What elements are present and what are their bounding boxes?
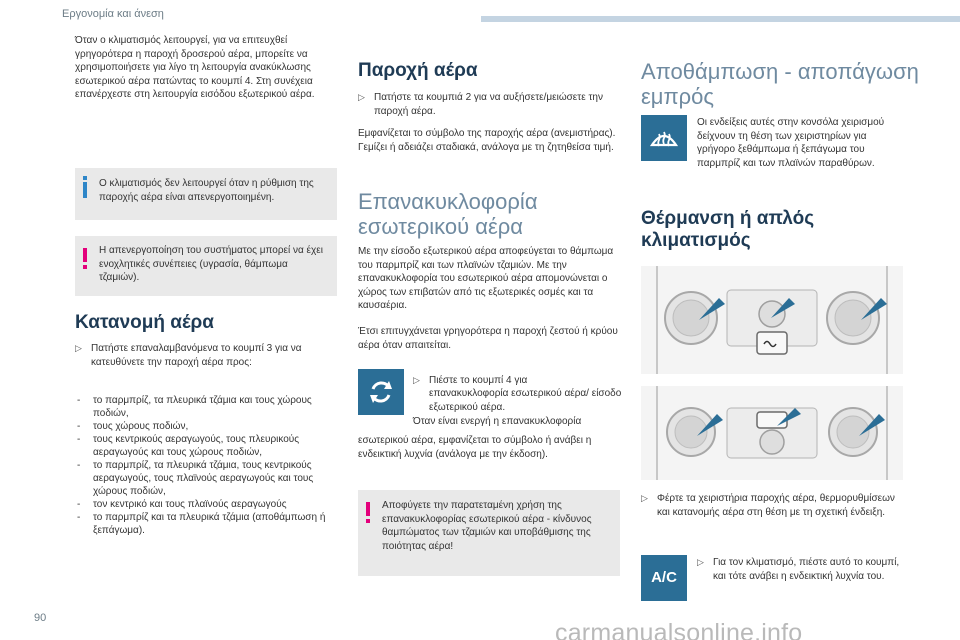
warning-icon [83, 248, 87, 262]
control-panel-image-1 [641, 266, 903, 374]
warning-note [75, 236, 337, 296]
header-bar [481, 16, 960, 22]
bullet-arrow-icon: ▷ [697, 557, 704, 567]
heating-instruction: ▷ Φέρτε τα χειριστήρια παροχής αέρα, θερμορυθμίσεων και κατανομής αέρα στη θέση με τη σχετική ένδειξη. [641, 493, 895, 518]
recirculation-instruction-cont: επανακυκλοφορία εσωτερικού αέρα/ είσοδο εξωτερικού αέρα. [429, 388, 622, 413]
defrost-heading-line1: Αποθάμπωση - αποπάγωση [641, 59, 919, 84]
heating-heading-line2: κλιματισμός [641, 230, 751, 251]
section-header: Εργονομία και άνεση [62, 8, 164, 20]
recirculation-instruction: ▷ Πιέστε το κουμπί 4 για [413, 375, 528, 386]
air-flow-paragraph: Εμφανίζεται το σύμβολο της παροχής αέρα (ανεμιστήρας). Γεμίζει ή αδειάζει σταδιακά, ανάλογα με τη ζητηθείσα τιμή. [358, 128, 616, 153]
air-distribution-instruction: ▷ Πατήστε επαναλαμβανόμενα το κουμπί 3 για να κατευθύνετε την παροχή αέρα προς: [75, 343, 302, 368]
bullet-arrow-icon: ▷ [641, 493, 648, 503]
air-flow-instruction: ▷ Πατήστε τα κουμπιά 2 για να αυξήσετε/μειώσετε την παροχή αέρα. [358, 92, 603, 117]
air-distribution-heading: Κατανομή αέρα [75, 312, 214, 333]
intro-paragraph: Όταν ο κλιματισμός λειτουργεί, για να επιτευχθεί γρηγορότερα η παροχή δροσερού αέρα, μπορείτε να χρησιμοποιήσετε για λίγο τη λειτουργία ανακύκλωσης εσωτερικού αέρα πατώντας το κουμπί 4. Στη συνέχεια επανέρχεστε στη λειτουργία εισόδου εξωτερικού αέρα. [75, 35, 315, 100]
air-flow-heading: Παροχή αέρα [358, 60, 478, 81]
list-item: - το παρμπρίζ, τα πλευρικά τζάμια, τους κεντρικούς αεραγωγούς, τους πλαϊνούς αεραγωγούς και τους χώρους ποδιών, [75, 459, 337, 498]
recirculation-heading-line2: εσωτερικού αέρα [358, 214, 524, 239]
defrost-paragraph: Οι ενδείξεις αυτές στην κονσόλα χειρισμού δείχνουν τη θέση των χειριστηρίων για γρήγορο ξεθάμπωμα ή ξεπάγωμα του παρμπρίζ και των πλαϊνών παραθύρων. [697, 117, 885, 169]
recirculation-button-icon [358, 369, 404, 415]
info-icon [83, 182, 87, 198]
warning-icon [366, 502, 370, 516]
list-item: - τους χώρους ποδιών, [75, 420, 337, 433]
list-item: - το παρμπρίζ και τα πλευρικά τζάμια (αποθάμπωση ή ξεπάγωμα). [75, 511, 337, 537]
bullet-arrow-icon: ▷ [75, 343, 82, 353]
front-defrost-icon [641, 115, 687, 161]
list-item: - τους κεντρικούς αεραγωγούς, τους πλευρικούς αεραγωγούς και τους χώρους ποδιών, [75, 433, 337, 459]
warning-note-text: Η απενεργοποίηση του συστήματος μπορεί να έχει ενοχλητικές συνέπειες (υγρασία, θάμπωμα τζαμιών). [99, 245, 323, 283]
recirculation-instruction-tail: Όταν είναι ενεργή η επανακυκλοφορία [413, 416, 582, 427]
defrost-heading-line2: εμπρός [641, 84, 715, 109]
control-panel-image-2 [641, 386, 903, 480]
info-note [75, 168, 337, 220]
watermark: carmanualsonline.info [555, 619, 803, 640]
heating-heading-line1: Θέρμανση ή απλός [641, 208, 815, 229]
recirculation-paragraph-3: εσωτερικού αέρα, εμφανίζεται το σύμβολο ή ανάβει η ενδεικτική λυχνία (ανάλογα με την έκδοση). [358, 435, 592, 460]
list-item: - τον κεντρικό και τους πλαϊνούς αεραγωγούς [75, 498, 337, 511]
air-distribution-list [75, 394, 337, 537]
ac-label: A/C [651, 568, 677, 586]
recirculation-paragraph: Με την είσοδο εξωτερικού αέρα αποφεύγεται το θάμπωμα του παρμπρίζ και των πλαϊνών τζαμιών. Με την επανακυκλοφορία του εσωτερικού αέρα απομονώνεται ο χώρος των επιβατών από τις εξωτερικές οσμές και τα καυσαέρια. [358, 246, 614, 311]
recirculation-heading-line1: Επανακυκλοφορία [358, 189, 538, 214]
recirculation-paragraph-2: Έτσι επιτυγχάνεται γρηγορότερα η παροχή ζεστού ή κρύου αέρα όταν απαιτείται. [358, 326, 618, 351]
info-note-text: Ο κλιματισμός δεν λειτουργεί όταν η ρύθμιση της παροχής αέρα είναι απενεργοποιημένη. [99, 178, 314, 203]
list-item: - το παρμπρίζ, τα πλευρικά τζάμια και τους χώρους ποδιών, [75, 394, 337, 420]
recirculation-warning-text: Αποφύγετε την παρατεταμένη χρήση της επανακυκλοφορίας εσωτερικού αέρα - κίνδυνος θαμπώματος των τζαμιών και υποβάθμισης της ποιότητας αέρα! [382, 500, 592, 552]
ac-instruction: ▷ Για τον κλιματισμό, πιέστε αυτό το κουμπί, και τότε ανάβει η ενδεικτική λυχνία του. [697, 557, 900, 582]
recirculation-warning [358, 490, 620, 576]
ac-button-icon [641, 555, 687, 601]
bullet-arrow-icon: ▷ [413, 375, 420, 385]
page-number: 90 [34, 612, 47, 624]
bullet-arrow-icon: ▷ [358, 92, 365, 102]
